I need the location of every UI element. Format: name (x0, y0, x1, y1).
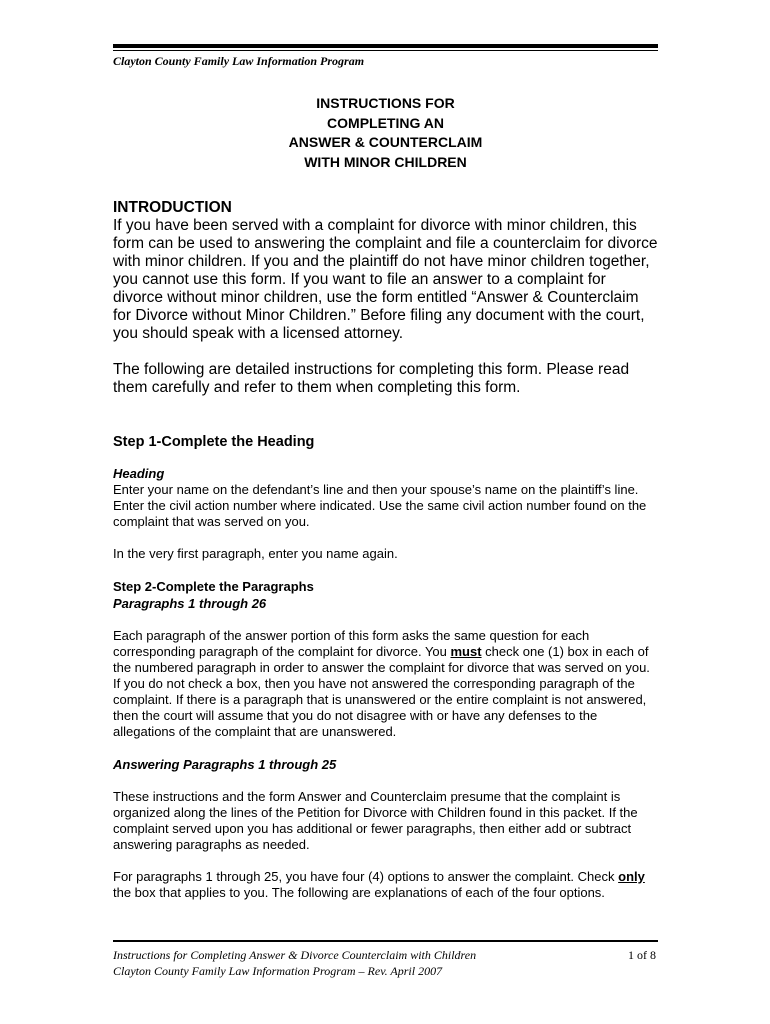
answering-paragraph-2-text-b: the box that applies to you. The following are explanations of each of the four options. (113, 885, 605, 900)
title-line-2: COMPLETING AN (327, 114, 444, 131)
step2-paragraph-1 (113, 628, 658, 740)
page-footer (113, 947, 658, 979)
step2-paragraph-1-text-b: check one (1) box in each of the numbered paragraph in order to answer the complaint for divorce that was served on you. If you do not check a box, then you have not answered the corresponding paragraph of the complaint. If there is a paragraph that is unanswered or the entire complaint is not answered, then the court will assume that you do not disagree with or have any defenses to the allegations of the complaint that are unanswered. (113, 644, 650, 739)
step2-subheading: Paragraphs 1 through 26 (113, 596, 267, 611)
step1-subheading: Heading (113, 466, 165, 481)
header-rule (113, 44, 658, 48)
step1-heading: Step 1-Complete the Heading (113, 434, 315, 450)
introduction-paragraph-2: The following are detailed instructions for completing this form. Please read them carefully and refer to them when completing this form. (113, 361, 630, 396)
title-line-4: WITH MINOR CHILDREN (304, 153, 467, 170)
footer-line-1: Instructions for Completing Answer & Divorce Counterclaim with Children (113, 948, 477, 962)
step2-paragraph-1-text-a: Each paragraph of the answer portion of this form asks the same question for each corresponding paragraph of the complaint for divorce. You (113, 628, 590, 659)
answering-paragraph-2-emphasis: only (618, 869, 645, 884)
answering-subheading: Answering Paragraphs 1 through 25 (113, 757, 337, 772)
footer-rule (113, 940, 658, 942)
document-title (113, 94, 658, 172)
step1-paragraph-2: In the very first paragraph, enter you name again. (113, 546, 398, 561)
answering-paragraph-1: These instructions and the form Answer and Counterclaim presume that the complaint is organized along the lines of the Petition for Divorce with Children found in this packet. If the complaint served upon you has additional or fewer paragraphs, then either add or subtract answering paragraphs as needed. (113, 789, 638, 852)
title-line-3: ANSWER & COUNTERCLAIM (288, 134, 483, 150)
step2-paragraph-1-emphasis: must (450, 644, 482, 659)
introduction-heading: INTRODUCTION (113, 199, 232, 216)
title-line-1: INSTRUCTIONS FOR (316, 95, 455, 111)
answering-paragraph-2 (113, 869, 658, 901)
step2-heading: Step 2-Complete the Paragraphs (113, 579, 314, 594)
header-rule-thin (113, 50, 658, 51)
document-body (113, 199, 658, 901)
introduction-paragraph-1: If you have been served with a complaint for divorce with minor children, this form can be used to answering the complaint and file a counterclaim for divorce with minor children. If you and the plaintiff do not have minor children together, you cannot use this form. If you want to file an answer to a complaint for divorce without minor children, use the form entitled “Answer & Counterclaim for Divorce without Minor Children.” Before filing any document with the court, you should speak with a licensed attorney. (113, 217, 658, 342)
header-program-name: Clayton County Family Law Information Program (113, 54, 365, 68)
answering-paragraph-2-text-a: For paragraphs 1 through 25, you have four (4) options to answer the complaint. Check (113, 869, 619, 884)
page-number: 1 of 8 (628, 948, 656, 962)
step1-paragraph-1: Enter your name on the defendant’s line and then your spouse’s name on the plaintiff’s line. Enter the civil action number where indicated. Use the same civil action number found on the complaint that was served on you. (113, 482, 647, 529)
footer-line-2: Clayton County Family Law Information Program – Rev. April 2007 (113, 964, 443, 978)
